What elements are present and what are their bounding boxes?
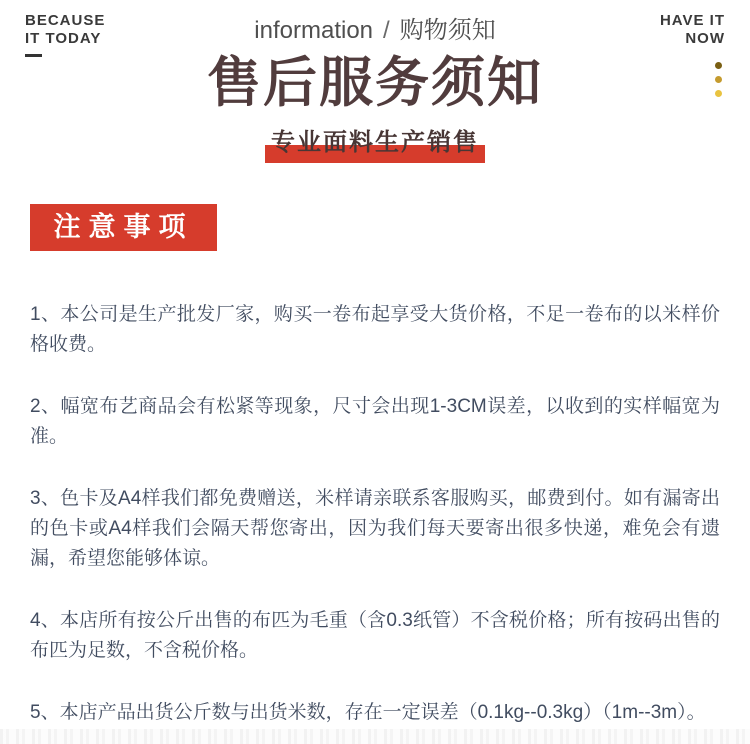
note-item: 5、本店产品出货公斤数与出货米数，存在一定误差（0.1kg--0.3kg）（1m--3m）。 [30, 702, 706, 723]
notice-banner-label: 注意事项 [53, 212, 194, 242]
breadcrumb-cn: 购物须知 [399, 17, 496, 44]
brand-right-line2: NOW [685, 30, 725, 47]
subtitle-text: 专业面料生产销售 [271, 129, 479, 156]
notes-list [30, 300, 720, 744]
brand-left-line2: IT TODAY [25, 30, 102, 47]
subtitle-row [0, 128, 750, 158]
note-item: 3、色卡及A4样我们都免费赠送，米样请亲联系客服购买，邮费到付。如有漏寄出的色卡或A4样我们会隔天帮您寄出，因为我们每天要寄出很多快递，难免会有遗漏，希望您能够体谅。 [30, 488, 720, 569]
page-title: 售后服务须知 [207, 53, 543, 113]
note-item: 2、幅宽布艺商品会有松紧等现象，尺寸会出现1-3CM误差，以收到的实样幅宽为准。 [30, 396, 720, 447]
bottom-pattern-strip [0, 729, 750, 744]
breadcrumb-separator: / [383, 17, 390, 44]
section-breadcrumb [0, 16, 750, 46]
breadcrumb-en: information [254, 17, 374, 44]
brand-right [660, 12, 725, 48]
subtitle [265, 128, 485, 158]
note-item: 1、本公司是生产批发厂家，购买一卷布起享受大货价格，不足一卷布的以米样价格收费。 [30, 304, 720, 355]
brand-right-line1: HAVE IT [659, 12, 725, 29]
brand-left-line1: BECAUSE [25, 12, 106, 29]
notice-banner [30, 204, 217, 251]
note-item: 4、本店所有按公斤出售的布匹为毛重（含0.3纸管）不含税价格；所有按码出售的布匹为足数，不含税价格。 [30, 610, 720, 661]
